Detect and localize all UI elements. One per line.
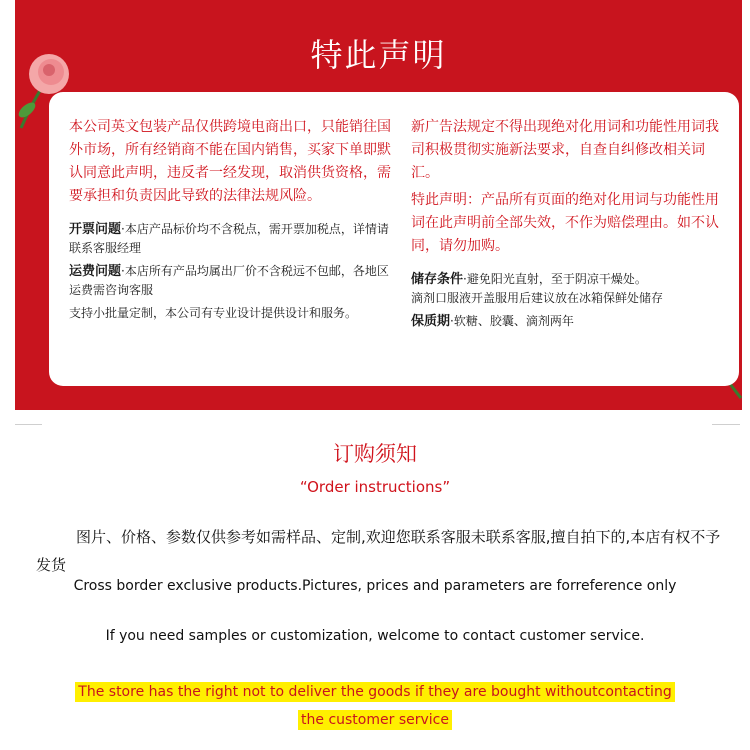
highlight-notice xyxy=(70,678,680,734)
order-subtitle: “Order instructions” xyxy=(299,478,451,496)
declaration-banner xyxy=(15,0,742,410)
storage-detail: 滴剂口服液开盖服用后建议放在冰箱保鲜处储存 xyxy=(411,291,664,305)
custom-note: 支持小批量定制，本公司有专业设计提供设计和服务。 xyxy=(69,306,358,320)
special-declaration: 特此声明：产品所有页面的绝对化用词与功能性用词在此声明前全部失效，不作为赔偿理由。如不认同，请勿加购。 xyxy=(411,192,719,254)
declaration-card xyxy=(49,92,739,386)
divider xyxy=(712,424,740,425)
storage-note: 储存条件·避免阳光直射，至于阴凉干燥处。 xyxy=(411,272,647,287)
banner-title: 特此声明 xyxy=(310,36,447,74)
shelf-life-note: 保质期·软糖、胶囊、滴剂两年 xyxy=(411,314,574,329)
shipping-note: 运费问题·本店所有产品均属出厂价不含税远不包邮，各地区运费需咨询客服 xyxy=(69,264,389,297)
ad-law-note: 新广告法规定不得出现绝对化用词和功能性用词我司积极贯彻实施新法要求，自查自纠修改相关词汇。 xyxy=(411,119,719,181)
order-en-line1: Cross border exclusive products.Pictures, prices and parameters are forreference only xyxy=(73,578,677,594)
order-en-line2: If you need samples or customization, welcome to contact customer service. xyxy=(105,628,645,644)
left-column xyxy=(69,116,391,323)
right-column xyxy=(411,116,727,331)
order-cn-text: 图片、价格、参数仅供参考如需样品、定制,欢迎您联系客服未联系客服,擅自拍下的,本店有权不予发货 xyxy=(36,528,721,574)
order-title: 订购须知 xyxy=(333,442,417,466)
divider xyxy=(15,424,42,425)
export-declaration: 本公司英文包装产品仅供跨境电商出口，只能销往国外市场，所有经销商不能在国内销售，买家下单即默认同意此声明，违反者一经发现，取消供货资格，需要承担和负责因此导致的法律法规风险。 xyxy=(69,119,391,204)
invoice-note: 开票问题·本店产品标价均不含税点，需开票加税点，详情请联系客服经理 xyxy=(69,222,389,255)
highlight-text: The store has the right not to deliver the goods if they are bought withoutcontacting the customer service xyxy=(75,682,674,730)
